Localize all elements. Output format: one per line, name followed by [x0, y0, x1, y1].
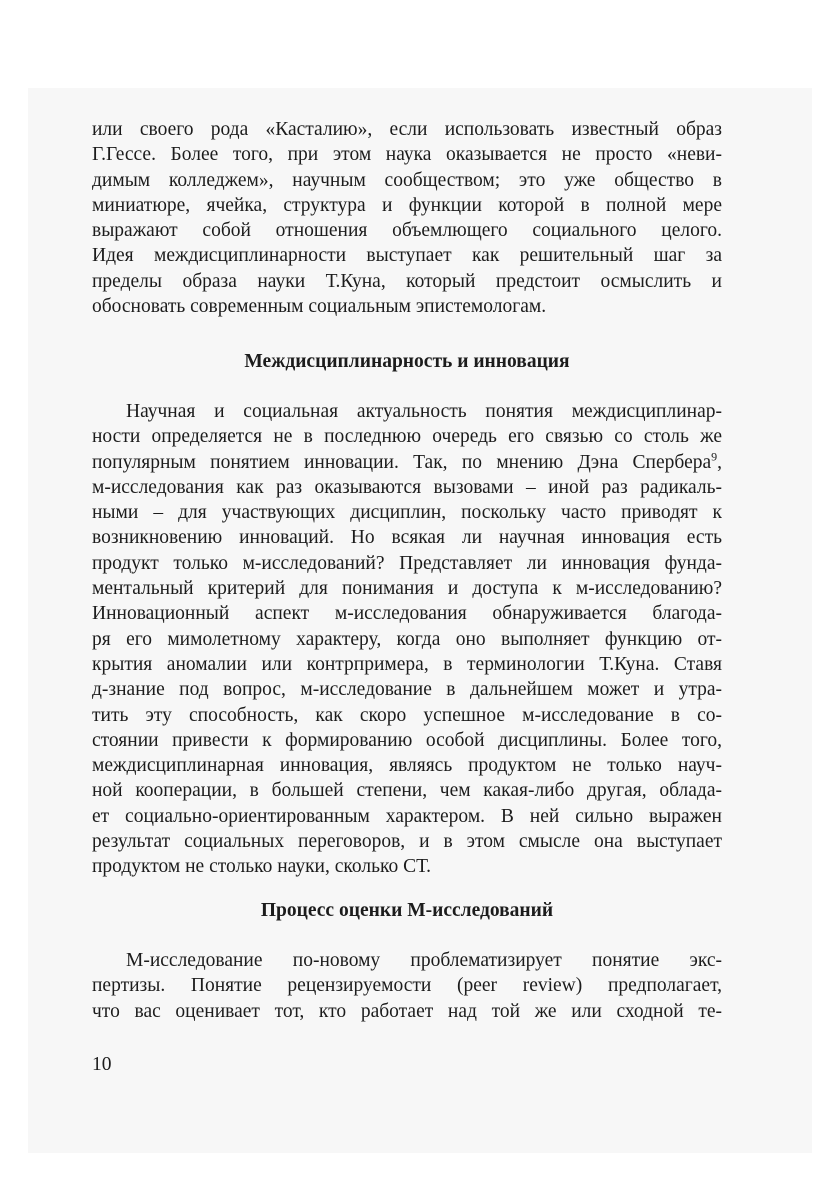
paragraph-1-line: димым колледжем», научным сообществом; это уже общество в: [92, 169, 722, 191]
paragraph-2-line: ет социально-ориентированным характером. В ней сильно выражен: [92, 805, 722, 827]
paragraph-1-line: миниатюре, ячейка, структура и функции которой в полной мере: [92, 194, 722, 216]
paragraph-2-line: Научная и социальная актуальность понятия междисциплинар-: [126, 401, 722, 422]
paragraph-2-line: ментальный критерий для понимания и доступа к м-исследованию?: [92, 578, 722, 600]
paragraph-2-line: Инновационный аспект м-исследования обнаруживается благода-: [92, 603, 722, 625]
paragraph-2-line-with-footnote: [92, 450, 722, 475]
paragraph-2-line: ности определяется не в последнюю очередь его связью со столь же: [92, 426, 722, 448]
paragraph-2-line: д-знание под вопрос, м-исследование в дальнейшем может и утра-: [92, 679, 722, 701]
paragraph-2: [92, 399, 722, 880]
paragraph-2-line: ной кооперации, в большей степени, чем какая-либо другая, облада-: [92, 780, 722, 802]
paragraph-2-line: тить эту способность, как скоро успешное м-исследование в со-: [92, 704, 722, 726]
paragraph-2-line: продукт только м-исследований? Представляет ли инновация фунда-: [92, 552, 722, 574]
paragraph-1-line: Идея междисциплинарности выступает как решительный шаг за: [92, 245, 722, 267]
paragraph-2-line: продуктом не столько науки, сколько СТ.: [92, 856, 431, 878]
paragraph-2-line: м-исследования как раз оказываются вызовами – иной раз радикаль-: [92, 476, 722, 498]
paragraph-1-line: пределы образа науки Т.Куна, который предстоит осмыслить и: [92, 270, 722, 292]
paragraph-2-line: крытия аномалии или контрпримера, в терминологии Т.Куна. Ставя: [92, 653, 722, 675]
paragraph-3-line: пертизы. Понятие рецензируемости (peer review) предполагает,: [92, 975, 722, 997]
paragraph-2-line: ными – для участвующих дисциплин, поскольку часто приводят к: [92, 502, 722, 524]
paragraph-2-line: стоянии привести к формированию особой дисциплины. Более того,: [92, 729, 722, 751]
paragraph-3-line: М-исследование по-новому проблематизирует понятие экс-: [126, 950, 722, 971]
paragraph-3: [92, 948, 722, 1024]
paragraph-1-line: или своего рода «Касталию», если использовать известный образ: [92, 119, 722, 140]
paragraph-3-line: что вас оценивает тот, кто работает над той же или сходной те-: [92, 1000, 722, 1022]
paragraph-2-line: результат социальных переговоров, и в этом смысле она выступает: [92, 831, 722, 853]
footnote-mark: 9: [711, 449, 718, 464]
paragraph-2-line-text: популярным понятием инновации. Так, по мнению Дэна Спербера: [92, 451, 712, 473]
section-heading-interdisciplinarity: Междисциплинарность и инновация: [244, 351, 570, 372]
page-number: 10: [92, 1054, 112, 1075]
footnote-suffix: ,: [717, 451, 722, 473]
paragraph-2-line: возникновению инноваций. Но всякая ли научная инновация есть: [92, 527, 722, 549]
paragraph-1-line: обосновать современным социальным эпистемологам.: [92, 296, 547, 318]
section-heading-evaluation: Процесс оценки М-исследований: [260, 900, 554, 921]
paragraph-1-line: Г.Гессе. Более того, при этом наука оказывается не просто «неви-: [92, 144, 722, 166]
paragraph-2-line: ря его мимолетному характеру, когда оно выполняет функцию от-: [92, 628, 722, 650]
paragraph-1-line: выражают собой отношения объемлющего социального целого.: [92, 220, 722, 242]
paragraph-1: [92, 117, 722, 319]
paragraph-2-line: междисциплинарная инновация, являясь продуктом не только науч-: [92, 755, 722, 777]
